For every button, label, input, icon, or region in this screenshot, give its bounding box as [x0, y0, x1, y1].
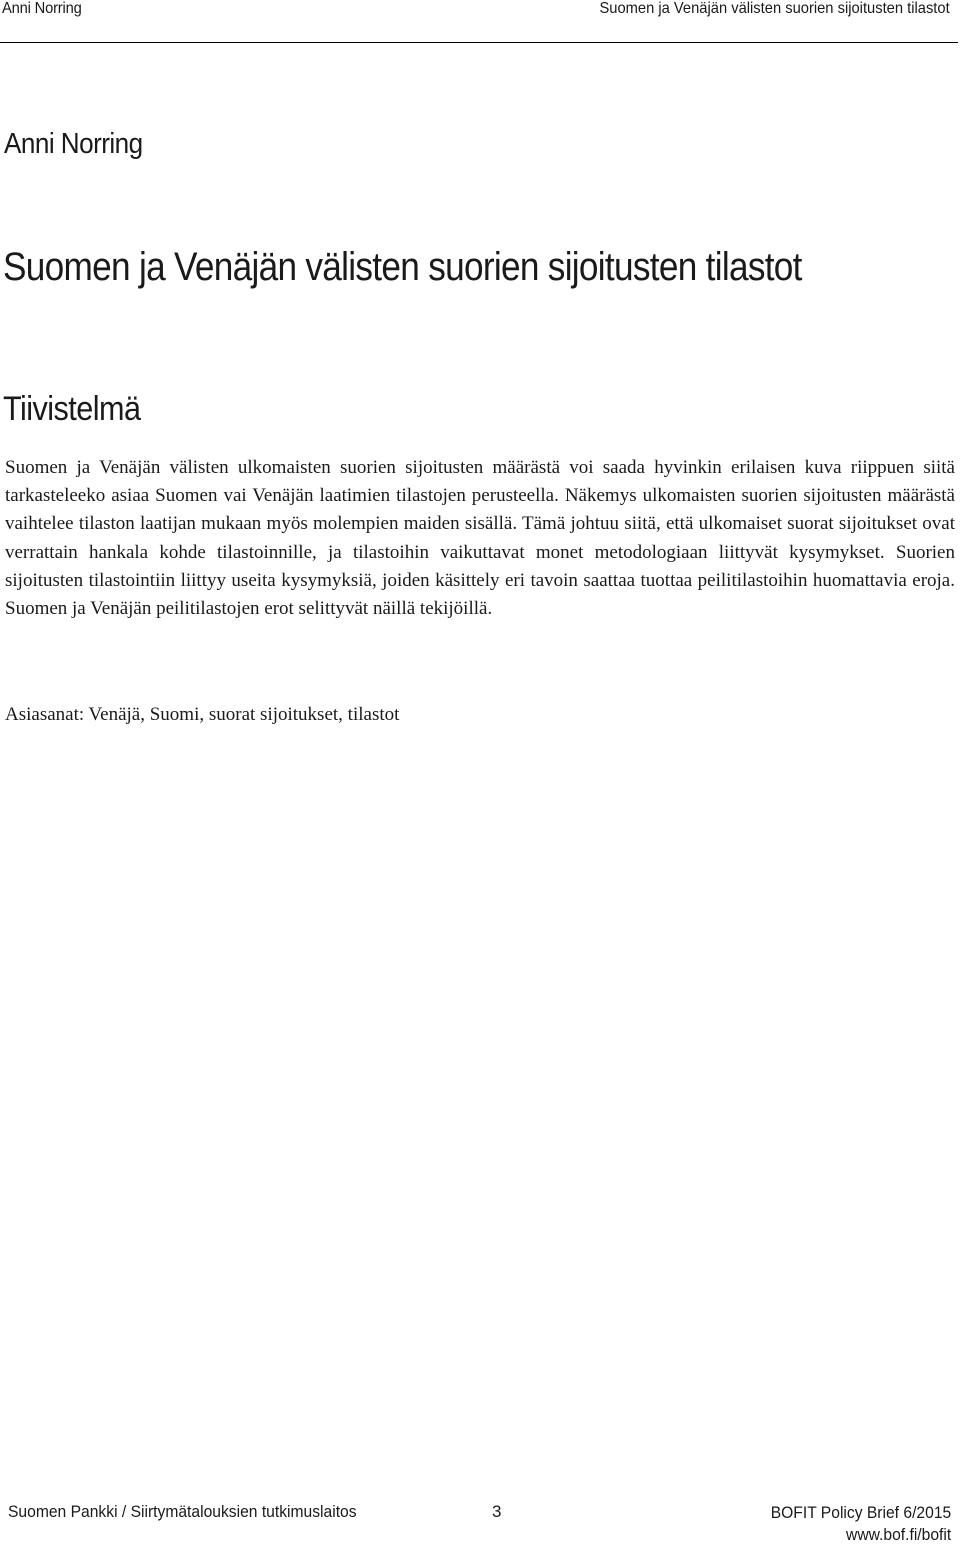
header-divider [0, 42, 958, 43]
abstract-paragraph: Suomen ja Venäjän välisten ulkomaisten suorien sijoitusten määrästä voi saada hyvinkin erilaisen kuva riippuen siitä tarkasteleeko asiaa Suomen vai Venäjän laatimien tilastojen perusteella. Näkemys ulkomaisten suorien sijoitusten määrästä vaihtelee tilaston laatijan mukaan myös molempien maiden sisällä. Tämä johtuu siitä, että ulkomaiset suorat sijoitukset ovat verrattain hankala kohde tilastoinnille, ja tilastoihin vaikuttavat monet metodologiaan liittyvät kysymykset. Suorien sijoitusten tilastointiin liittyy useita kysymyksiä, joiden käsittely eri tavoin saattaa tuottaa peilitilastoihin huomattavia eroja. Suomen ja Venäjän peilitilastojen erot selittyvät näillä tekijöillä. [5, 457, 955, 620]
page-header [0, 0, 960, 40]
header-author: Anni Norring [2, 0, 82, 17]
document-title: Suomen ja Venäjän välisten suorien sijoitusten tilastot [3, 245, 802, 289]
footer-publisher: Suomen Pankki / Siirtymätalouksien tutkimuslaitos [8, 1502, 357, 1521]
footer-series-block [770, 1502, 951, 1546]
summary-heading: Tiivistelmä [3, 390, 141, 428]
keywords: Asiasanat: Venäjä, Suomi, suorat sijoitukset, tilastot [5, 704, 400, 725]
footer-series: BOFIT Policy Brief 6/2015 [770, 1503, 951, 1522]
document-author: Anni Norring [4, 128, 143, 160]
footer-page-number: 3 [492, 1502, 502, 1521]
header-title: Suomen ja Venäjän välisten suorien sijoitusten tilastot [599, 0, 950, 17]
footer-url: www.bof.fi/bofit [845, 1525, 951, 1544]
